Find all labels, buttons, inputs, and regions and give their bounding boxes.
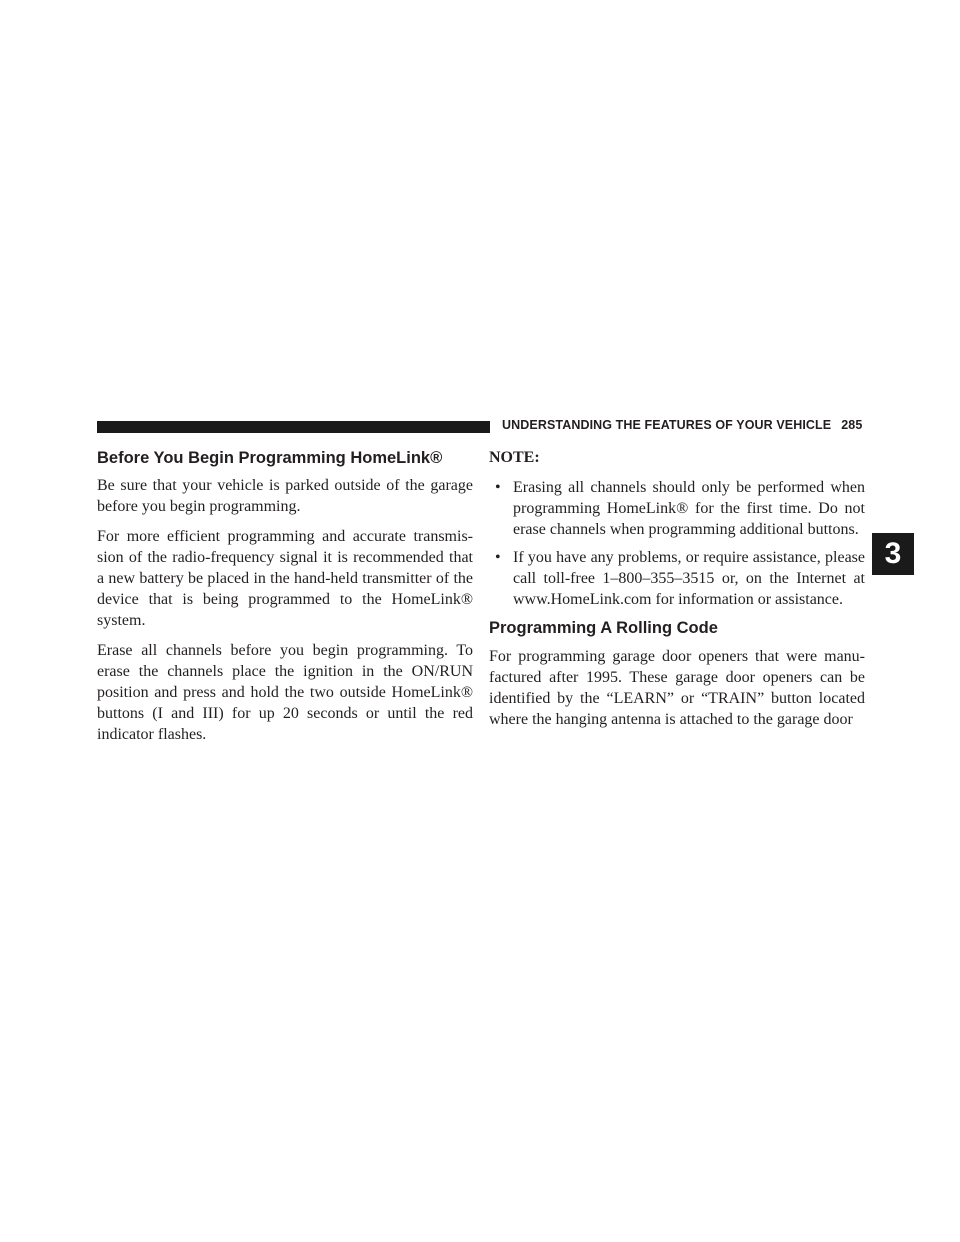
section-title: UNDERSTANDING THE FEATURES OF YOUR VEHICLE bbox=[502, 418, 832, 432]
header-rule bbox=[97, 421, 490, 433]
bullet-dot: • bbox=[495, 479, 501, 496]
paragraph-battery: For more efficient programming and accurate transmis-sion of the radio-frequency signal it is recommended that a new battery be placed in the hand-held transmitter of the device that is being programmed to the HomeLink® system. bbox=[97, 528, 473, 629]
paragraph-parked-outside: Be sure that your vehicle is parked outside of the garage before you begin programming. bbox=[97, 477, 473, 515]
note-label: NOTE: bbox=[489, 449, 540, 466]
bullet-dot: • bbox=[495, 549, 501, 566]
paragraph-erase-channels: Erase all channels before you begin programming. To erase the channels place the ignition in the ON/RUN position and press and hold the two outside HomeLink® buttons (I and III) for up 20 seconds or until the red indicator flashes. bbox=[97, 642, 473, 743]
page-number: 285 bbox=[841, 418, 863, 432]
left-column bbox=[97, 448, 473, 754]
running-header bbox=[502, 418, 866, 432]
section-heading-rolling-code: Programming A Rolling Code bbox=[489, 619, 718, 637]
note-bullet-erasing bbox=[489, 477, 865, 540]
paragraph-rolling-code: For programming garage door openers that were manu-factured after 1995. These garage door openers can be identified by the “LEARN” or “TRAIN” button located where the hanging antenna is attached to the garage door bbox=[489, 648, 865, 728]
chapter-tab: 3 bbox=[872, 533, 914, 575]
note-bullet-text: Erasing all channels should only be performed when programming HomeLink® for the first time. Do not erase channels when programming additional buttons. bbox=[513, 479, 865, 538]
note-bullet-text: If you have any problems, or require assistance, please call toll-free 1–800–355–3515 or, on the Internet at www.HomeLink.com for information or assistance. bbox=[513, 549, 865, 608]
note-bullet-assistance bbox=[489, 547, 865, 610]
right-column bbox=[489, 448, 865, 730]
section-heading-before-you-begin: Before You Begin Programming HomeLink® bbox=[97, 449, 443, 467]
